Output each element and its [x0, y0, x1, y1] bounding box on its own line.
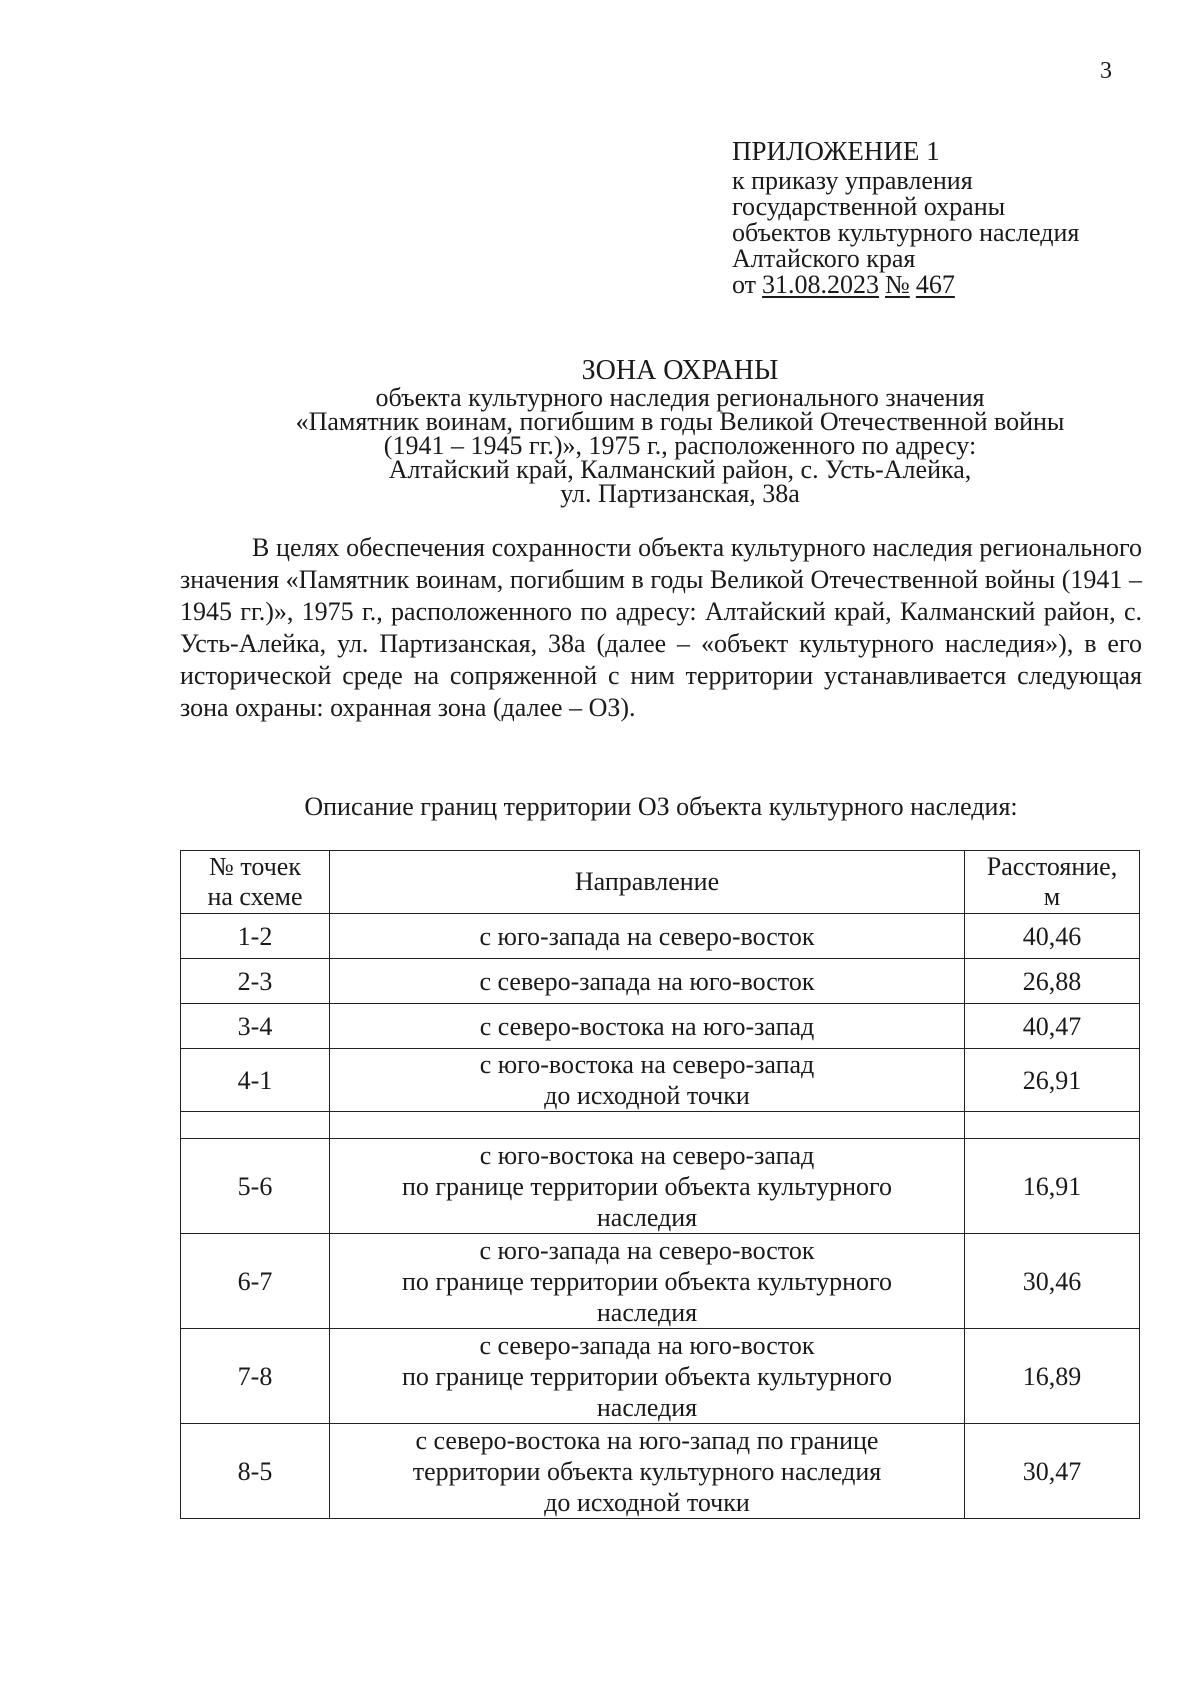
direction-line: с юго-запада на северо-восток	[479, 1235, 815, 1265]
direction-cell	[330, 1004, 965, 1049]
table-row	[181, 1004, 1140, 1049]
number-prefix: №	[885, 270, 910, 299]
appendix-title: ПРИЛОЖЕНИЕ 1	[732, 136, 940, 166]
table-caption-text: Описание границ территории ОЗ объекта культурного наследия:	[304, 792, 1018, 821]
header-points	[181, 851, 330, 914]
table-row	[181, 1234, 1140, 1329]
direction-line: наследия	[596, 1392, 698, 1422]
boundary-table	[180, 850, 1140, 1519]
direction-line: с северо-запада на юго-восток	[479, 966, 815, 996]
table-row	[181, 914, 1140, 959]
direction-cell	[330, 1234, 965, 1329]
distance-cell: 40,46	[965, 914, 1140, 959]
direction-line: до исходной точки	[544, 1487, 750, 1517]
distance-cell: 30,47	[965, 1424, 1140, 1519]
page-number: 3	[1100, 58, 1112, 84]
header-points-line2: на схеме	[207, 882, 303, 911]
distance-cell: 26,88	[965, 959, 1140, 1004]
heading-line: «Памятник воинам, погибшим в годы Великой Отечественной войны	[295, 407, 1065, 436]
heading-line: объекта культурного наследия регионального значения	[375, 383, 985, 412]
table-row	[181, 1139, 1140, 1234]
direction-cell	[330, 1049, 965, 1112]
header-distance-line2: м	[1043, 882, 1061, 911]
appendix-line: объектов культурного наследия	[732, 218, 1080, 247]
distance-cell: 30,46	[965, 1234, 1140, 1329]
table-header-row	[181, 851, 1140, 914]
direction-line: наследия	[596, 1202, 698, 1232]
points-cell: 5-6	[181, 1139, 330, 1234]
direction-line: по границе территории объекта культурного	[401, 1361, 893, 1391]
distance-cell	[965, 1112, 1140, 1139]
direction-cell	[330, 914, 965, 959]
points-cell: 3-4	[181, 1004, 330, 1049]
direction-cell	[330, 1112, 965, 1139]
points-cell: 4-1	[181, 1049, 330, 1112]
header-distance	[965, 851, 1140, 914]
table-row-empty	[181, 1112, 1140, 1139]
direction-line: с северо-запада на юго-восток	[479, 1330, 815, 1360]
direction-line: до исходной точки	[544, 1081, 750, 1110]
direction-cell	[330, 1329, 965, 1424]
distance-cell: 16,89	[965, 1329, 1140, 1424]
direction-cell	[330, 959, 965, 1004]
header-points-line1: № точек	[209, 852, 301, 881]
direction-line: по границе территории объекта культурного	[401, 1266, 893, 1296]
heading-title: ЗОНА ОХРАНЫ	[581, 355, 779, 386]
appendix-block	[732, 136, 1079, 298]
heading-line: (1941 – 1945 гг.)», 1975 г., расположенного по адресу:	[383, 431, 977, 460]
body-paragraph: В целях обеспечения сохранности объекта культурного наследия регионального значения «Памятник воинам, погибшим в годы Великой Отечественной войны (1941 – 1945 гг.)», 1975 г., расположенного по адресу: Алтайский край, Калманский район, с. Усть-Алейка, ул. Партизанская, 38а (далее – «объект культурного наследия»), в его исторической среде на сопряженной с ним территории устанавливается следующая зона охраны: охранная зона (далее – ОЗ).	[180, 533, 1142, 722]
distance-cell: 26,91	[965, 1049, 1140, 1112]
direction-cell	[330, 1424, 965, 1519]
heading-line: ул. Партизанская, 38а	[560, 479, 800, 508]
document-heading	[180, 356, 1180, 506]
direction-line: с юго-востока на северо-запад	[479, 1140, 815, 1170]
table-row	[181, 959, 1140, 1004]
distance-cell: 16,91	[965, 1139, 1140, 1234]
direction-line: с юго-востока на северо-запад	[479, 1050, 815, 1079]
points-cell: 8-5	[181, 1424, 330, 1519]
points-cell	[181, 1112, 330, 1139]
direction-line: по границе территории объекта культурного	[401, 1171, 893, 1201]
table-row	[181, 1049, 1140, 1112]
points-cell: 6-7	[181, 1234, 330, 1329]
heading-line: Алтайский край, Калманский район, с. Усть-Алейка,	[388, 455, 972, 484]
direction-cell	[330, 1139, 965, 1234]
points-cell: 2-3	[181, 959, 330, 1004]
table-row	[181, 1329, 1140, 1424]
direction-line: территории объекта культурного наследия	[412, 1456, 882, 1486]
appendix-line: Алтайского края	[732, 244, 916, 273]
appendix-line: государственной охраны	[732, 192, 1006, 221]
table-caption	[180, 792, 1142, 822]
direction-line: с юго-запада на северо-восток	[479, 921, 815, 951]
date-prefix: от	[732, 270, 757, 299]
order-date-number	[732, 272, 1079, 298]
table-row	[181, 1424, 1140, 1519]
order-date: 31.08.2023	[762, 270, 880, 299]
appendix-line: к приказу управления	[732, 166, 973, 195]
direction-line: с северо-востока на юго-запад по границе	[415, 1425, 879, 1455]
direction-line: наследия	[596, 1297, 698, 1327]
header-distance-line1: Расстояние,	[986, 852, 1118, 881]
order-number: 467	[915, 270, 955, 299]
points-cell: 1-2	[181, 914, 330, 959]
distance-cell: 40,47	[965, 1004, 1140, 1049]
header-direction: Направление	[330, 851, 965, 914]
direction-line: с северо-востока на юго-запад	[479, 1011, 815, 1041]
points-cell: 7-8	[181, 1329, 330, 1424]
